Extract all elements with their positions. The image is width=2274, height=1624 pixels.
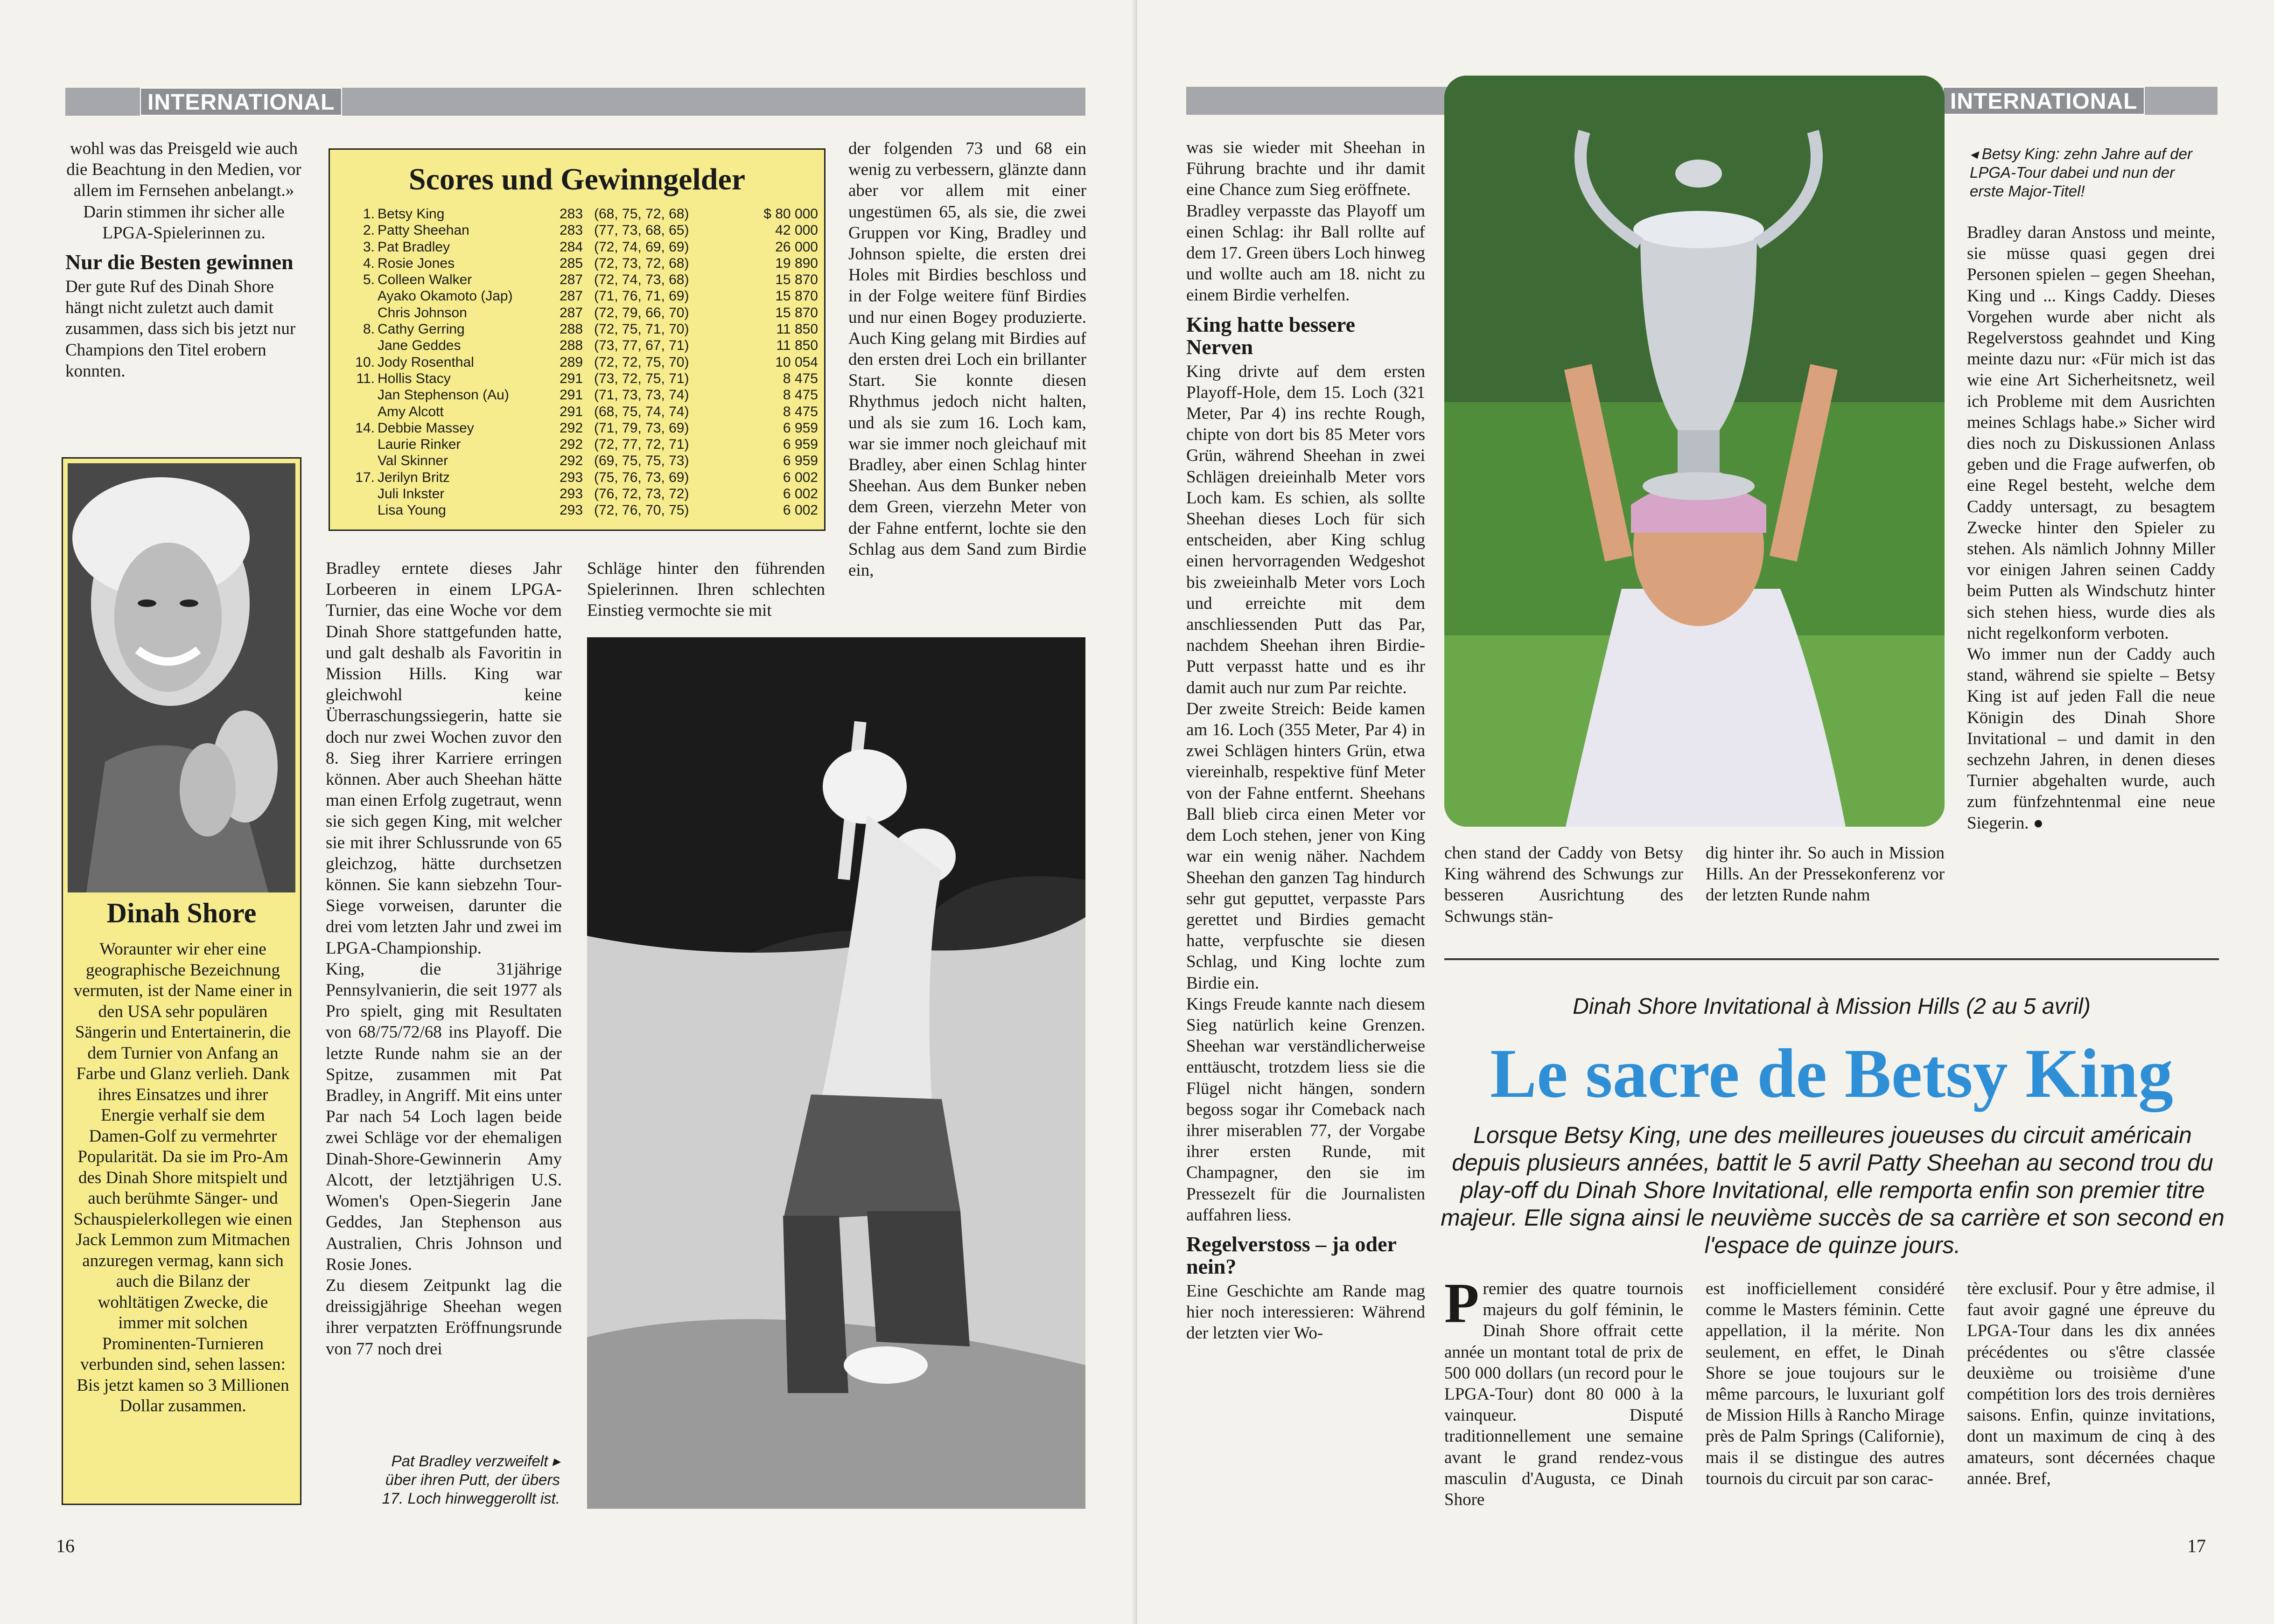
- score-rounds: (76, 72, 73, 72): [594, 486, 689, 502]
- score-prize: 15 870: [775, 305, 818, 321]
- score-row: [349, 272, 818, 288]
- page-number-left: 16: [56, 1535, 75, 1556]
- score-row: [349, 420, 818, 436]
- score-total: 287: [560, 305, 583, 321]
- fr-col3: tère exclusif. Pour y être admise, il faut avoir gagné une épreuve du LPGA-Tour dans les dix années précédentes ou s'être classée deuxième ou troisième d'une compétition lors des trois dernières saisons. Enfin, quinze invitations, dont un maximum de cinq à des amateurs, sont décernées chaque année. Bref,: [1967, 1279, 2215, 1488]
- score-rounds: (71, 73, 73, 74): [594, 387, 689, 403]
- score-prize: $ 80 000: [763, 206, 818, 222]
- right-col4-text-a: Bradley daran Anstoss und meinte, sie müsse quasi gegen drei Personen spielen – gegen Sheehan, King und ... Kings Caddy. Dieses Vorgehen wurde aber nicht als Regelverstoss geahndet und King meinte dazu nur: «Für mich ist das wie eine Art Sicherheitsnetz, weil ich Probleme mit dem Ausrichten meines Schlags habe.» Sicher wird dies noch zu Diskussionen Anlass geben und die Frage aufwerfen, ob eine Regel besteht, welche dem Caddy untersagt, zu besagtem Zwecke hinter den Spieler zu stehen. Als nämlich Johnny Miller vor einigen Jahren seinen Caddy beim Putten als Windschutz hinter sich stehen hiess, wurde dies als nicht regelkonform verboten.: [1967, 223, 2215, 643]
- right-col1-text-f: Eine Geschichte am Rande mag hier noch interessieren: Während der letzten vier Wo-: [1186, 1281, 1425, 1343]
- score-rank: 8.: [363, 321, 375, 337]
- score-prize: 26 000: [775, 239, 818, 255]
- score-row: [349, 453, 818, 469]
- score-name: Pat Bradley: [378, 239, 450, 255]
- score-prize: 8 475: [783, 404, 818, 419]
- right-col1-text-b: Bradley verpasste das Playoff um einen Schlag: ihr Ball rollte auf dem 17. Green übers Loch hinweg und wollte auch am 18. nicht zu einem Birdie verhelfen.: [1186, 201, 1425, 305]
- score-rank: [349, 337, 378, 354]
- pat-bradley-photo-image: [587, 637, 1085, 1509]
- pat-bradley-caption: Pat Bradley verzweifelt ▸ über ihren Putt, der übers 17. Loch hinweggerollt ist.: [382, 1452, 560, 1507]
- score-rank: [349, 453, 378, 469]
- score-rank: 5.: [363, 272, 375, 288]
- score-name: Colleen Walker: [378, 272, 472, 288]
- score-total: 291: [560, 404, 583, 419]
- score-row: [349, 354, 818, 370]
- score-rank: 4.: [363, 255, 375, 271]
- score-row: [349, 469, 818, 486]
- dinah-shore-box-text: Woraunter wir eher eine geographische Bezeichnung vermuten, ist der Name einer in den USA sehr populären Sängerin und Entertainerin, die dem Turnier von Anfang an Farbe und Glanz verlieh. Dank ihres Einsatzes und ihrer Energie verhalf sie dem Damen-Golf zu vermehrter Popularität. Da sie im Pro-Am des Dinah Shore mitspielt und auch berühmte Sänger- und Schauspielerkollegen wie einen Jack Lemmon zum Mitmachen anzuregen vermag, kann sich auch die Bilanz der wohltätigen Zwecke, die immer mit solchen Prominenten-Turnieren verbunden sind, sehen lassen: Bis jetzt kamen so 3 Millionen Dollar zusammen.: [73, 940, 293, 1415]
- score-total: 287: [560, 288, 583, 304]
- score-name: Ayako Okamoto (Jap): [378, 288, 513, 304]
- score-row: [349, 387, 818, 403]
- score-name: Juli Inkster: [378, 486, 445, 502]
- score-rounds: (73, 72, 75, 71): [594, 370, 689, 386]
- left-col3-top: Schläge hinter den führenden Spielerinnen. Ihren schlechten Einstieg vermochte sie mit: [587, 559, 825, 620]
- score-row: [349, 206, 818, 222]
- score-name: Jerilyn Britz: [378, 469, 450, 485]
- score-prize: 11 850: [776, 338, 818, 354]
- score-rounds: (69, 75, 75, 73): [594, 453, 689, 469]
- right-col4-text-b: Wo immer nun der Caddy auch stand, während sie spielte – Betsy King ist auf jeden Fall die neue Königin des Dinah Shore Invitational – und damit in den sechzehn Jahren, in denen dieses Turnier abgehalten wurde, auch zum fünfzehntenmal eine neue Siegerin. ●: [1967, 645, 2215, 833]
- score-row: [349, 255, 818, 272]
- score-prize: 8 475: [783, 387, 818, 403]
- score-rounds: (71, 79, 73, 69): [594, 420, 689, 436]
- betsy-king-photo: [1444, 76, 1945, 827]
- score-total: 292: [560, 453, 583, 469]
- score-rounds: (72, 79, 66, 70): [594, 305, 689, 321]
- score-name: Val Skinner: [378, 453, 448, 469]
- left-col1-subhead: Nur die Besten gewinnen: [65, 250, 294, 274]
- score-name: Jody Rosenthal: [378, 354, 474, 370]
- score-rounds: (68, 75, 74, 74): [594, 404, 689, 419]
- score-prize: 10 054: [775, 354, 818, 370]
- dinah-shore-box-title: Dinah Shore: [106, 898, 257, 928]
- score-name: Amy Alcott: [378, 404, 444, 419]
- score-total: 292: [560, 437, 583, 453]
- dinah-shore-photo: [68, 463, 295, 892]
- score-rounds: (75, 76, 73, 69): [594, 469, 689, 485]
- score-rounds: (72, 77, 72, 71): [594, 437, 689, 453]
- betsy-king-caption: ◂ Betsy King: zehn Jahre auf der LPGA-Tour dabei und nun der erste Major-Titel!: [1970, 145, 2193, 200]
- fr-dropcap: P: [1444, 1272, 1479, 1335]
- right-col1-text-a: was sie wieder mit Sheehan in Führung brachte und ihr damit eine Chance zum Sieg eröffnete.: [1186, 138, 1425, 200]
- score-prize: 11 850: [776, 321, 818, 337]
- right-col1-subhead: King hatte bessere Nerven: [1186, 312, 1356, 359]
- scores-title: Scores und Gewinngelder: [408, 162, 746, 196]
- score-row: [349, 370, 818, 387]
- score-total: 287: [560, 272, 583, 288]
- score-row: [349, 222, 818, 238]
- fr-kicker: Dinah Shore Invitational à Mission Hills (2 au 5 avril): [1573, 994, 2091, 1019]
- score-name: Jane Geddes: [378, 338, 461, 354]
- score-total: 288: [560, 338, 583, 354]
- score-rank: [349, 436, 378, 453]
- score-rank: [349, 486, 378, 502]
- score-name: Laurie Rinker: [378, 437, 461, 453]
- right-col1-text-d: Der zweite Streich: Beide kamen am 16. Loch (355 Meter, Par 4) in zwei Schlägen hinters Grün, etwa viereinhalb, respektive fünf Meter von der Fahne entfernt. Sheehans Ball blieb circa einen Meter vor dem Loch stehen, jener von King war ein wenig näher. Nachdem Sheehan den ganzen Tag hindurch sehr gut geputtet, verpasste Pars gerettet und Birdies gemacht hatte, verpfuschte sie diesen Schlag, und King lochte zum Birdie ein.: [1186, 699, 1425, 993]
- score-total: 288: [560, 321, 583, 337]
- right-col3-below-photo: dig hinter ihr. So auch in Mission Hills. An der Pressekonferenz vor der letzten Runde nahm: [1706, 843, 1945, 905]
- scores-table: [349, 206, 818, 519]
- score-rank: 1.: [363, 206, 375, 222]
- score-rounds: (71, 76, 71, 69): [594, 288, 689, 304]
- score-row: [349, 486, 818, 502]
- betsy-king-photo-image: [1444, 76, 1945, 827]
- score-prize: 6 002: [783, 502, 818, 518]
- score-row: [349, 239, 818, 255]
- score-total: 292: [560, 420, 583, 436]
- score-rounds: (72, 73, 72, 68): [594, 255, 689, 271]
- pat-bradley-photo: [587, 637, 1085, 1509]
- score-total: 283: [560, 223, 583, 238]
- score-total: 293: [560, 502, 583, 518]
- score-row: [349, 321, 818, 337]
- score-rank: [349, 502, 378, 518]
- score-rank: [349, 387, 378, 403]
- score-name: Jan Stephenson (Au): [378, 387, 509, 403]
- right-col1-text-c: King drivte auf dem ersten Playoff-Hole, dem 15. Loch (321 Meter, Par 4) ins rechte Rough, chipte von dort bis 85 Meter vors Grün, während Sheehan in zwei Schlägen dreieinhalb Meter vors Loch kam. Es schien, als sollte Sheehan dieses Loch für sich entscheiden, aber King schlug einen hervorragenden Wedgeshot bis zweieinhalb Meter vors Loch und erreichte mit dem anschliessenden Putt das Par, nachdem Sheehan ihren Birdie-Putt verpasst hatte und es ihr damit auch nur zum Par reichte.: [1186, 362, 1425, 697]
- score-rank: 2.: [363, 223, 375, 238]
- score-rounds: (77, 73, 68, 65): [594, 223, 689, 238]
- right-col1: [1186, 137, 1425, 1344]
- left-col1-text: Der gute Ruf des Dinah Shore hängt nicht zuletzt auch damit zusammen, dass sich bis jetzt nur Champions den Titel erobern konnten.: [65, 277, 296, 381]
- score-total: 284: [560, 239, 583, 255]
- score-row: [349, 305, 818, 321]
- right-col1-text-e: Kings Freude kannte nach diesem Sieg natürlich keine Grenzen. Sheehan war verständlicherweise enttäuscht, trotzdem liess sie die Flügel nicht hängen, sondern begoss sogar ihr Comeback nach ihrer miserablen 77, der Vorgabe ihrer ersten Runde, mit Champagner, den sie im Pressezelt für die Journalisten auffahren liess.: [1186, 994, 1425, 1225]
- score-row: [349, 436, 818, 453]
- fr-col1-text: remier des quatre tournois majeurs du golf féminin, le Dinah Shore offrait cette année un montant total de prix de 500 000 dollars (un record pour le LPGA-Tour) dont 80 000 à la vainqueur. Disputé traditionnellement une semaine avant le grand rendez-vous masculin d'Augusta, ce Dinah Shore: [1444, 1279, 1683, 1510]
- score-rounds: (68, 75, 72, 68): [594, 206, 689, 222]
- left-col1-intro: [65, 138, 302, 382]
- left-col2-text-a: Bradley erntete dieses Jahr Lorbeeren in einem LPGA-Turnier, das eine Woche vor dem Dinah Shore stattgefunden hatte, und galt deshalb als Favoritin in Mission Hills. King war gleichwohl keine Überraschungssiegerin, hatte sie doch nur zwei Wochen zuvor den 8. Sieg ihrer Karriere erringen können. Aber auch Sheehan hätte man einen Erfolg zugetraut, wenn sie sich gegen King, mit welcher sie mit ihrer Schlussrunde von 65 gleichzog, hätte durchsetzen können. Sie kann siebzehn Tour-Siege vorweisen, darunter die drei vom letzten Jahr und zwei im LPGA-Championship.: [326, 559, 562, 958]
- score-rank: 14.: [355, 420, 375, 436]
- score-total: 289: [560, 354, 583, 370]
- score-rank: 17.: [355, 469, 375, 485]
- score-name: Debbie Massey: [378, 420, 474, 436]
- section-label-left: INTERNATIONAL: [140, 88, 342, 116]
- score-prize: 6 002: [783, 469, 818, 485]
- fr-headline: Le sacre de Betsy King: [1490, 1035, 2173, 1112]
- score-rank: 10.: [355, 354, 375, 370]
- right-page: [1137, 0, 2274, 1624]
- score-row: [349, 337, 818, 354]
- page-number-right: 17: [2187, 1535, 2206, 1556]
- score-total: 285: [560, 255, 583, 271]
- score-prize: 6 002: [783, 486, 818, 502]
- score-name: Lisa Young: [378, 502, 446, 518]
- score-total: 291: [560, 387, 583, 403]
- score-prize: 6 959: [783, 453, 818, 469]
- score-total: 293: [560, 469, 583, 485]
- score-name: Rosie Jones: [378, 255, 455, 271]
- score-prize: 15 870: [775, 288, 818, 304]
- score-rank: 11.: [356, 370, 375, 386]
- score-prize: 15 870: [775, 272, 818, 288]
- score-prize: 6 959: [783, 420, 818, 436]
- score-total: 291: [560, 370, 583, 386]
- score-rank: 3.: [363, 239, 375, 255]
- left-col2: [326, 558, 562, 1359]
- fr-col2: est inofficiellement considéré comme le Masters féminin. Cette appellation, il la mérite. Non seulement, en effet, le Dinah Shore se joue toujours sur le même parcours, le luxuriant golf de Mission Hills à Rancho Mirage près de Palm Springs (Californie), mais il se distingue des autres tournois du circuit par son carac-: [1706, 1279, 1945, 1488]
- section-divider: [1444, 958, 2219, 960]
- left-col2-text-b: King, die 31jährige Pennsylvanierin, die seit 1977 als Pro spielt, ging mit Resultaten von 68/75/72/68 ins Playoff. Die letzte Runde nahm sie an der Spitze, zusammen mit Pat Bradley, in Angriff. Mit eins unter Par nach 54 Loch lagen beide zwei Schläge vor der ehemaligen Dinah-Shore-Gewinnerin Amy Alcott, der letztjährigen U.S. Women's Open-Siegerin Jane Geddes, Jan Stephenson aus Australien, Chris Johnson und Rosie Jones.: [326, 959, 562, 1274]
- score-rounds: (72, 75, 71, 70): [594, 321, 689, 337]
- score-row: [349, 404, 818, 420]
- left-col1-intro-text: wohl was das Preisgeld wie auch die Beachtung in den Medien, vor allem im Fernsehen anbelangt.» Darin stimmen ihr sicher alle LPGA-Spielerinnen zu.: [66, 139, 301, 243]
- scores-box: [329, 148, 826, 531]
- score-name: Betsy King: [378, 206, 445, 222]
- score-total: 293: [560, 486, 583, 502]
- left-col4-top: der folgenden 73 und 68 ein wenig zu verbessern, glänzte dann aber vor allem mit einer ungestümen 65, als sie, die zwei Gruppen vor King, Bradley und Johnson spielte, die ersten drei Holes mit Birdies beschloss und in der Folge weitere fünf Birdies und nur einen Bogey produzierte. Auch King gelang mit Birdies auf den ersten drei Loch ein brillanter Start. Sie konnte diesen Rhythmus jedoch nicht halten, und als sie zum 16. Loch kam, war sie immer noch gleichauf mit Bradley, aber einen Schlag hinter Sheehan. Aus dem Bunker neben dem Green, vierzehn Meter von der Fahne entfernt, lochte sie den Schlag aus dem Sand zum Birdie ein,: [848, 139, 1086, 580]
- right-col4: [1967, 222, 2215, 834]
- section-label-right: INTERNATIONAL: [1943, 87, 2145, 115]
- score-prize: 19 890: [775, 255, 818, 271]
- right-col1-subhead-b: Regelverstoss – ja oder nein?: [1186, 1232, 1397, 1278]
- score-rank: [349, 305, 378, 321]
- score-prize: 42 000: [775, 223, 818, 238]
- dinah-shore-photo-image: [68, 463, 295, 892]
- dinah-shore-box: [62, 457, 301, 1505]
- right-col2-below-photo: chen stand der Caddy von Betsy King während des Schwungs zur besseren Ausrichtung des Schwungs stän-: [1444, 843, 1683, 926]
- score-row: [349, 502, 818, 518]
- score-rank: [349, 404, 378, 420]
- score-name: Chris Johnson: [378, 305, 467, 321]
- score-rounds: (73, 77, 67, 71): [594, 338, 689, 354]
- fr-col1: [1444, 1272, 1683, 1510]
- left-col2-text-c: Zu diesem Zeitpunkt lag die dreissigjährige Sheehan wegen ihrer verpatzten Eröffnungsrunde von 77 noch drei: [326, 1276, 562, 1359]
- score-rounds: (72, 72, 75, 70): [594, 354, 689, 370]
- score-prize: 8 475: [783, 370, 818, 386]
- score-prize: 6 959: [783, 437, 818, 453]
- score-total: 283: [560, 206, 583, 222]
- fr-lead: Lorsque Betsy King, une des meilleures joueuses du circuit américain depuis plusieurs années, battit le 5 avril Patty Sheehan au second trou du play-off du Dinah Shore Invitational, elle remporta enfin son premier titre majeur. Elle signa ainsi le neuvième succès de sa carrière et son second en l'espace de quinze jours.: [1441, 1122, 2225, 1258]
- score-rounds: (72, 74, 73, 68): [594, 272, 689, 288]
- score-row: [349, 288, 818, 304]
- score-rounds: (72, 74, 69, 69): [594, 239, 689, 255]
- score-rounds: (72, 76, 70, 75): [594, 502, 689, 518]
- score-name: Hollis Stacy: [378, 370, 451, 386]
- score-rank: [349, 288, 378, 304]
- score-name: Patty Sheehan: [378, 223, 469, 238]
- score-name: Cathy Gerring: [378, 321, 465, 337]
